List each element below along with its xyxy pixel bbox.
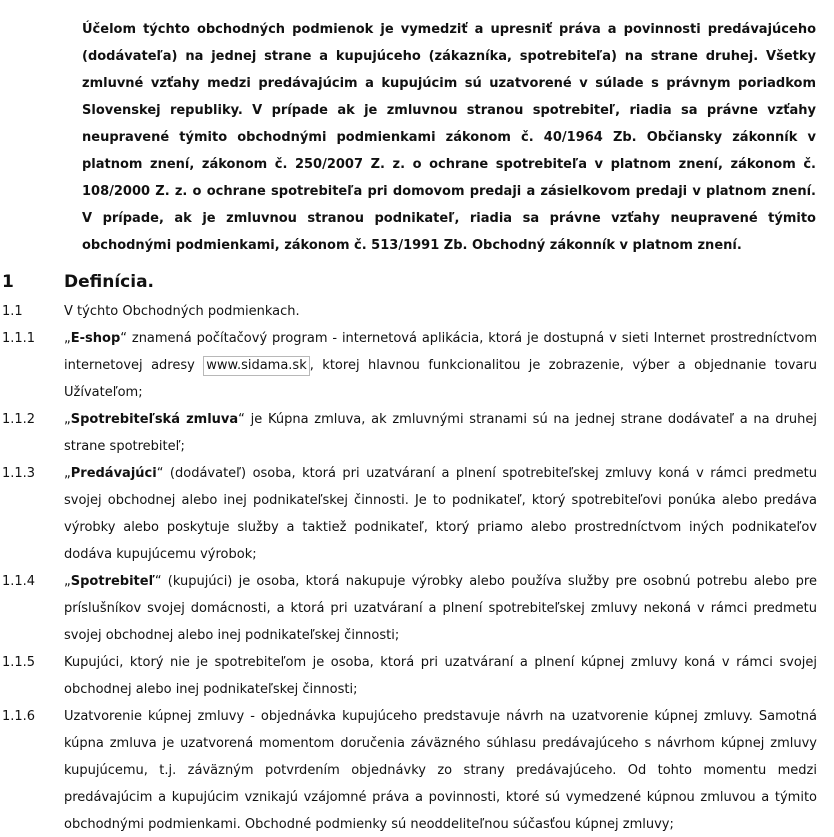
open-quote: „: [64, 574, 71, 589]
clause-number: 1.1: [2, 304, 23, 319]
defined-term: Spotrebiteľ: [70, 574, 155, 589]
clause-number: 1.1.1: [2, 331, 36, 346]
open-quote: „: [64, 466, 71, 481]
clause-text: Kupujúci, ktorý nie je spotrebiteľom je osoba, ktorá pri uzatváraní a plnení kúpnej zmluvy koná v rámci svojej obchodnej alebo inej podnikateľskej činnosti;: [64, 655, 817, 697]
section-heading: [0, 267, 834, 297]
clause-text-part: “ je Kúpna zmluva, ak zmluvnými stranami sú na jednej strane dodávateľ a na druhej strane spotrebiteľ;: [64, 412, 817, 454]
clause-text: [64, 406, 817, 460]
clause-text: [64, 325, 817, 406]
clause-number: 1.1.6: [2, 709, 36, 724]
clause-text: [64, 568, 817, 649]
clause-number: 1.1.2: [2, 412, 36, 427]
defined-term: E-shop: [70, 331, 121, 346]
clause-text-part: “ (dodávateľ) osoba, ktorá pri uzatváraní a plnení spotrebiteľskej zmluvy koná v rámci predmetu svojej obchodnej alebo inej podnikateľskej činnosti. Je to podnikateľ, ktorý spotrebiteľovi ponúka alebo predáva výrobky alebo poskytuje služby a taktiež podnikateľ, ktorý priamo alebo prostredníctvom iných podnikateľov dodáva kupujúcemu výrobok;: [64, 466, 817, 562]
clause-number: 1.1.3: [2, 466, 36, 481]
section-title: Definícia.: [64, 272, 155, 292]
clause-text-part: “ (kupujúci) je osoba, ktorá nakupuje výrobky alebo používa služby pre osobnú potrebu alebo pre príslušníkov svojej domácnosti, a ktorá pri uzatváraní a plnení spotrebiteľskej zmluvy nekoná v rámci predmetu svojej obchodnej alebo inej podnikateľskej činnosti;: [64, 574, 817, 643]
section-number: 1: [2, 272, 14, 292]
clause-text: Uzatvorenie kúpnej zmluvy - objednávka kupujúceho predstavuje návrh na uzatvorenie kúpnej zmluvy. Samotná kúpna zmluva je uzatvorená momentom doručenia záväzného súhlasu predávajúceho s návrhom kúpnej zmluvy kupujúcemu, t.j. záväzným potvrdením objednávky zo strany predávajúceho. Od tohto momentu medzi predávajúcim a kupujúcim vznikajú vzájomné práva a povinnosti, ktoré sú vymedzené kúpnou zmluvou a týmito obchodnými podmienkami. Obchodné podmienky sú neoddeliteľnou súčasťou kúpnej zmluvy;: [64, 709, 817, 832]
clause-text: V týchto Obchodných podmienkach.: [64, 304, 300, 319]
defined-term: Spotrebiteľská zmluva: [70, 412, 239, 427]
open-quote: „: [64, 331, 71, 346]
clause-number: 1.1.5: [2, 655, 36, 670]
website-link[interactable]: www.sidama.sk: [203, 356, 310, 376]
clause-number: 1.1.4: [2, 574, 36, 589]
clause-text-part: “ znamená počítačový program - internetová aplikácia, ktorá je dostupná v sieti Internet prostredníctvom internetovej adresy: [64, 331, 817, 373]
clause-text-part: , ktorej hlavnou funkcionalitou je zobrazenie, výber a objednanie tovaru Užívateľom;: [64, 358, 817, 400]
clause-text: [64, 460, 817, 568]
intro-paragraph: Účelom týchto obchodných podmienok je vymedziť a upresniť práva a povinnosti predávajúceho (dodávateľa) na jednej strane a kupujúceho (zákazníka, spotrebiteľa) na strane druhej. Všetky zmluvné vzťahy medzi predávajúcim a kupujúcim sú uzatvorené v súlade s právnym poriadkom Slovenskej republiky. V prípade ak je zmluvnou stranou spotrebiteľ, riadia sa právne vzťahy neupravené týmito obchodnými podmienkami zákonom č. 40/1964 Zb. Občiansky zákonník v platnom znení, zákonom č. 250/2007 Z. z. o ochrane spotrebiteľa v platnom znení, zákonom č. 108/2000 Z. z. o ochrane spotrebiteľa pri domovom predaji a zásielkovom predaji v platnom znení. V prípade, ak je zmluvnou stranou podnikateľ, riadia sa právne vzťahy neupravené týmito obchodnými podmienkami, zákonom č. 513/1991 Zb. Obchodný zákonník v platnom znení.: [82, 22, 816, 253]
open-quote: „: [64, 412, 71, 427]
defined-term: Predávajúci: [70, 466, 157, 481]
